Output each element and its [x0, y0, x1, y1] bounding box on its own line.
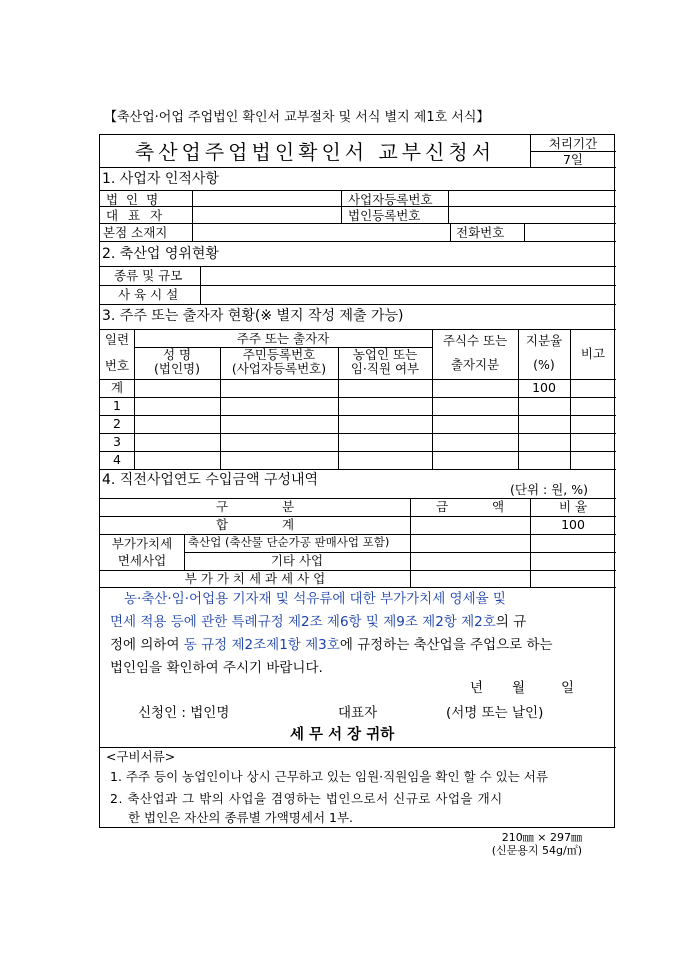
col-id-2: (사업자등록번호): [231, 361, 327, 376]
col-amount: 금 액: [435, 499, 505, 514]
processing-period-label: 처리기간: [548, 136, 598, 151]
vat-exempt-label-1: 부가가치세: [111, 536, 173, 551]
vat-taxable-label: 부 가 가 치 세 과 세 사 업: [184, 571, 326, 586]
phone-label: 전화번호: [456, 225, 505, 240]
declaration-line-4: 법인임을 확인하여 주시기 바랍니다.: [110, 660, 323, 676]
declaration-line-1: 농·축산·임·어업용 기자재 및 석유류에 대한 부가가치세 영세율 및: [124, 591, 506, 607]
declaration-line-3-ref: 동 규정 제2조제1항 제3호: [183, 637, 340, 653]
sign-or-seal-label: (서명 또는 날인): [446, 705, 544, 721]
date-year: 년: [470, 680, 484, 696]
col-shares-2: 출자지분: [450, 357, 500, 372]
corp-reg-no-label: 법인등록번호: [348, 208, 421, 223]
required-doc-2-line2: 한 법인은 자산의 종류별 가액명세서 1부.: [128, 810, 353, 825]
unit-label: (단위 : 원, %): [510, 482, 588, 497]
vat-exempt-label-2: 면세사업: [117, 553, 167, 568]
declaration-line-2: [110, 611, 610, 634]
date-day: 일: [561, 680, 575, 696]
form-header-note: 【축산업·어업 주업법인 확인서 교부절차 및 서식 별지 제1호 서식】: [104, 110, 490, 125]
total-ratio: 100: [532, 380, 556, 395]
declaration-line-3-head: 정에 의하여: [110, 637, 184, 653]
required-doc-1: 1. 주주 등이 농업인이나 상시 근무하고 있는 임원·직원임을 확인 할 수 있는 서류: [110, 769, 548, 784]
required-doc-2-line1: 2. 축산업과 그 밖의 사업을 겸영하는 법인으로서 신규로 사업을 개시: [110, 791, 503, 806]
representative-sign-label: 대표자: [338, 705, 378, 721]
sum-label: 합 계: [215, 517, 295, 532]
hq-location-label: 본점 소재지: [103, 225, 168, 240]
form-title: 축산업주업법인확인서 교부신청서: [134, 140, 496, 164]
declaration-line-3-tail: 에 규정하는 축산업을 주업으로 하는: [339, 637, 553, 653]
declaration-line-2-tail: 의 규: [495, 614, 527, 630]
paper-weight: (신문용지 54g/㎡): [491, 844, 582, 857]
livestock-label: 축산업 (축산물 단순가공 판매사업 포함): [188, 535, 390, 549]
processing-period-value: 7일: [562, 152, 584, 167]
addressee: 세 무 서 장 귀하: [290, 727, 395, 743]
row-serial: 4: [113, 452, 121, 467]
row-serial: 2: [113, 416, 121, 431]
type-scale-label: 종류 및 규모: [114, 268, 183, 283]
representative-label: 대 표 자: [106, 208, 166, 223]
col-ratio-1: 지분율: [525, 333, 563, 348]
col-ratio: 비 율: [558, 499, 588, 514]
required-docs-heading: <구비서류>: [106, 749, 176, 764]
paper-size: 210㎜ × 297㎜: [501, 831, 582, 844]
corp-name-label: 법 인 명: [106, 192, 161, 207]
col-id-1: 주민등록번호: [242, 347, 316, 362]
col-name-1: 성 명: [162, 347, 192, 362]
row-serial: 3: [113, 434, 121, 449]
section4-heading: 4. 직전사업연도 수입금액 구성내역: [102, 472, 319, 488]
declaration-line-3: [110, 634, 610, 657]
section3-heading: 3. 주주 또는 출자자 현황(※ 별지 작성 제출 가능): [102, 308, 404, 324]
col-serial-1: 일련: [104, 332, 130, 347]
col-farmer-2: 임·직원 여부: [350, 361, 420, 376]
biz-reg-no-label: 사업자등록번호: [348, 192, 433, 207]
col-farmer-1: 농업인 또는: [352, 347, 418, 362]
other-business-label: 기타 사업: [270, 553, 324, 568]
col-shareholder-group: 주주 또는 출자자: [236, 331, 330, 346]
section2-heading: 2. 축산업 영위현황: [102, 246, 219, 262]
total-label: 계: [110, 380, 124, 395]
date-month: 월: [512, 680, 526, 696]
facilities-label: 사 육 시 설: [118, 287, 179, 302]
col-note: 비고: [580, 346, 606, 361]
section1-heading: 1. 사업자 인적사항: [102, 171, 219, 187]
row-serial: 1: [113, 398, 121, 413]
declaration-line-2-ref: 면세 적용 등에 관한 특례규정 제2조 제6항 및 제9조 제2항 제2호: [110, 614, 496, 630]
application-form: [99, 134, 615, 828]
col-division: 구 분: [215, 499, 295, 514]
col-ratio-2: (%): [533, 357, 555, 372]
col-name-2: (법인명): [154, 361, 200, 376]
sum-ratio: 100: [561, 517, 585, 532]
applicant-label: 신청인 : 법인명: [138, 705, 230, 721]
col-serial-2: 번호: [104, 358, 130, 373]
col-shares-1: 주식수 또는: [442, 333, 508, 348]
